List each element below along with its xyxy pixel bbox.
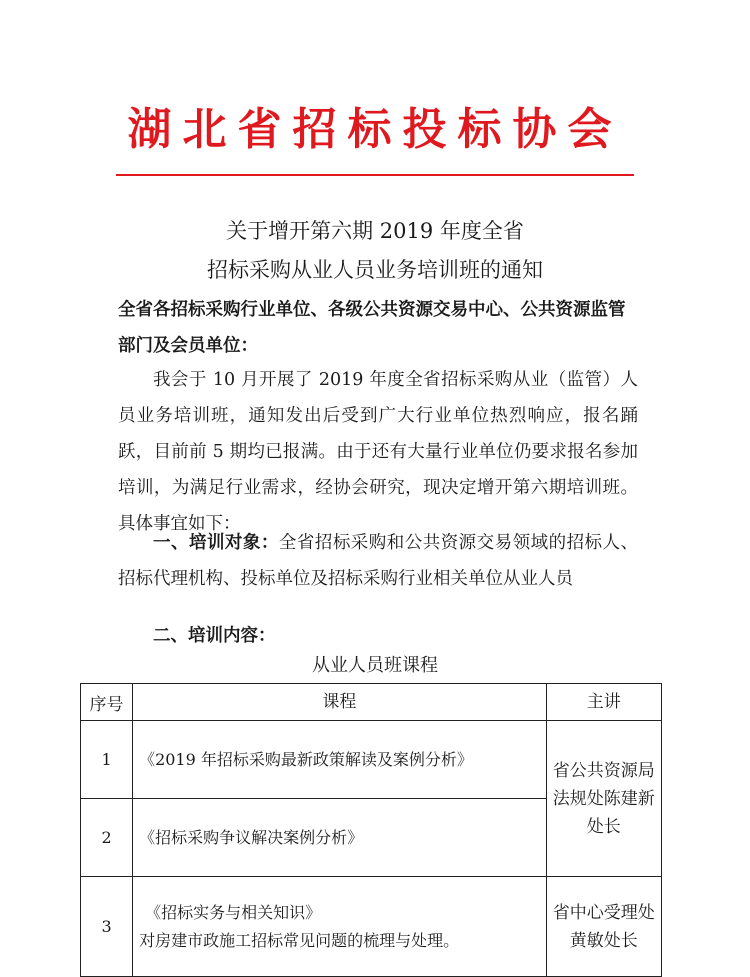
row-lecturer: 省中心受理处黄敏处长	[546, 877, 661, 977]
section1-heading: 一、培训对象：	[153, 533, 279, 553]
header-lecturer: 主讲	[546, 684, 661, 721]
row-no: 2	[81, 799, 133, 877]
paragraph-intro: 我会于 10 月开展了 2019 年度全省招标采购从业（监管）人员业务培训班，通知发出后受到广大行业单位热烈响应，报名踊跃，目前前 5 期均已报满。由于还有大量行业单位仍要求报名参加培训，为满足行业需求，经协会研究，现决定增开第六期培训班。具体事宜如下：	[118, 370, 638, 534]
table-row	[81, 721, 662, 799]
header-course: 课程	[133, 684, 547, 721]
section1-text: 全省招标采购和公共资源交易领域的招标人、招标代理机构、投标单位及招标采购行业相关单位从业人员	[118, 533, 639, 589]
section2-heading: 二、培训内容：	[153, 626, 276, 646]
recipients: 全省各招标采购行业单位、各级公共资源交易中心、公共资源监管部门及会员单位：	[118, 300, 626, 356]
row-course-line1: 《招标实务与相关知识》	[145, 902, 322, 922]
notice-title-line2: 招标采购从业人员业务培训班的通知	[207, 258, 543, 282]
course-table	[80, 683, 662, 977]
section-training-targets	[118, 525, 638, 597]
course-table-title: 从业人员班课程	[312, 655, 438, 676]
table-row	[81, 877, 662, 977]
table-header-row	[81, 684, 662, 721]
row-course: 《招标采购争议解决案例分析》	[133, 799, 547, 877]
header-divider	[116, 174, 634, 176]
row-course-line2: 对房建市政施工招标常见问题的梳理与处理。	[139, 930, 460, 950]
row-lecturer: 省公共资源局法规处陈建新 处长	[546, 721, 661, 877]
row-course	[133, 877, 547, 977]
row-no: 3	[81, 877, 133, 977]
header-no: 序号	[81, 684, 133, 721]
row-course: 《2019 年招标采购最新政策解读及案例分析》	[133, 721, 547, 799]
org-name-header: 湖北省招标投标协会	[127, 104, 623, 155]
notice-title-line1: 关于增开第六期 2019 年度全省	[226, 219, 524, 243]
row-no: 1	[81, 721, 133, 799]
